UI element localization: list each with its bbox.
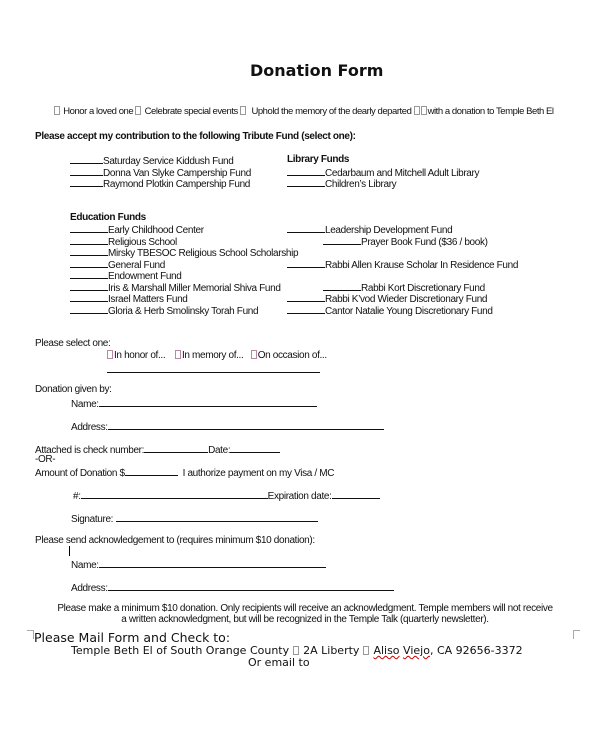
- fund-option[interactable]: Iris & Marshall Miller Memorial Shiva Fund: [70, 281, 281, 295]
- ack-address-field[interactable]: Address:: [71, 581, 394, 595]
- ack-name-field[interactable]: Name:: [71, 558, 326, 572]
- fund-option[interactable]: Rabbi Kort Discretionary Fund: [323, 281, 485, 295]
- fund-option[interactable]: General Fund: [70, 258, 165, 272]
- fund-option[interactable]: Rabbi Allen Krause Scholar In Residence Fund: [287, 258, 518, 272]
- check-number-field[interactable]: [144, 443, 208, 453]
- notice-line-1: Please make a minimum $10 donation. Only recipients will receive an acknowledgment. Temple members will not receive: [57, 603, 553, 614]
- email-line: Or email to: [248, 656, 310, 669]
- library-heading: Library Funds: [287, 154, 350, 165]
- text-cursor: [69, 546, 70, 556]
- amount-row: Amount of Donation $ I authorize payment on my Visa / MC: [35, 468, 335, 479]
- donor-address-field[interactable]: Address:: [71, 420, 384, 434]
- donor-label: Donation given by:: [35, 384, 112, 395]
- donor-name-field[interactable]: Name:: [71, 397, 317, 411]
- option-on-occasion[interactable]: On occasion of...: [251, 350, 327, 361]
- intro-line: Honor a loved one Celebrate special events Uphold the memory of the dearly departed with a donation to Temple Beth El: [54, 106, 554, 118]
- notice-line-2: a written acknowledgment, but will be recognized in the Temple Talk (quarterly newsletter).: [121, 614, 489, 625]
- select-one-label: Please select one:: [35, 338, 111, 349]
- option-in-honor[interactable]: In honor of...: [107, 350, 165, 361]
- page-margin-marker: [573, 630, 580, 639]
- fund-option[interactable]: Religious School: [70, 235, 177, 249]
- fund-option[interactable]: Mirsky TBESOC Religious School Scholarship: [70, 246, 298, 260]
- tribute-heading: Please accept my contribution to the following Tribute Fund (select one):: [35, 131, 356, 142]
- fund-option[interactable]: Cantor Natalie Young Discretionary Fund: [287, 304, 493, 318]
- occasion-input[interactable]: [107, 363, 320, 377]
- fund-option[interactable]: Raymond Plotkin Campership Fund: [70, 177, 250, 191]
- amount-field[interactable]: [125, 466, 178, 476]
- mail-heading: Please Mail Form and Check to:: [34, 630, 231, 645]
- fund-option[interactable]: Donna Van Slyke Campership Fund: [70, 166, 251, 180]
- fund-option[interactable]: Gloria & Herb Smolinsky Torah Fund: [70, 304, 258, 318]
- page-margin-marker: [27, 630, 34, 639]
- occasion-options: [107, 350, 327, 362]
- checkbox-icon: [107, 350, 113, 359]
- fund-option[interactable]: Cedarbaum and Mitchell Adult Library: [287, 166, 479, 180]
- fund-option[interactable]: Prayer Book Fund ($36 / book): [323, 235, 488, 249]
- fund-option[interactable]: Early Childhood Center: [70, 223, 204, 237]
- checkbox-icon: [175, 350, 181, 359]
- fund-option[interactable]: Saturday Service Kiddush Fund: [70, 154, 234, 168]
- or-separator: -OR-: [35, 454, 56, 465]
- fund-option[interactable]: Children’s Library: [287, 177, 396, 191]
- card-row: #: Expiration date:: [73, 489, 380, 503]
- signature-field[interactable]: Signature:: [71, 512, 318, 526]
- fund-option[interactable]: Leadership Development Fund: [287, 223, 452, 237]
- fund-option[interactable]: Endowment Fund: [70, 269, 181, 283]
- education-heading: Education Funds: [70, 212, 146, 223]
- check-row: Attached is check number: Date:: [35, 443, 280, 457]
- card-number-field[interactable]: [81, 489, 268, 499]
- checkbox-icon: [251, 350, 257, 359]
- check-date-field[interactable]: [230, 443, 280, 453]
- mail-address: Temple Beth El of South Orange County 2A Liberty Aliso Viejo, CA 92656-3372: [71, 644, 523, 657]
- option-in-memory[interactable]: In memory of...: [175, 350, 243, 361]
- fund-option[interactable]: Rabbi K’vod Wieder Discretionary Fund: [287, 292, 487, 306]
- ack-label: Please send acknowledgement to (requires minimum $10 donation):: [35, 535, 315, 546]
- fund-option[interactable]: Israel Matters Fund: [70, 292, 188, 306]
- page-title: Donation Form: [250, 61, 384, 80]
- expiration-field[interactable]: [332, 489, 380, 499]
